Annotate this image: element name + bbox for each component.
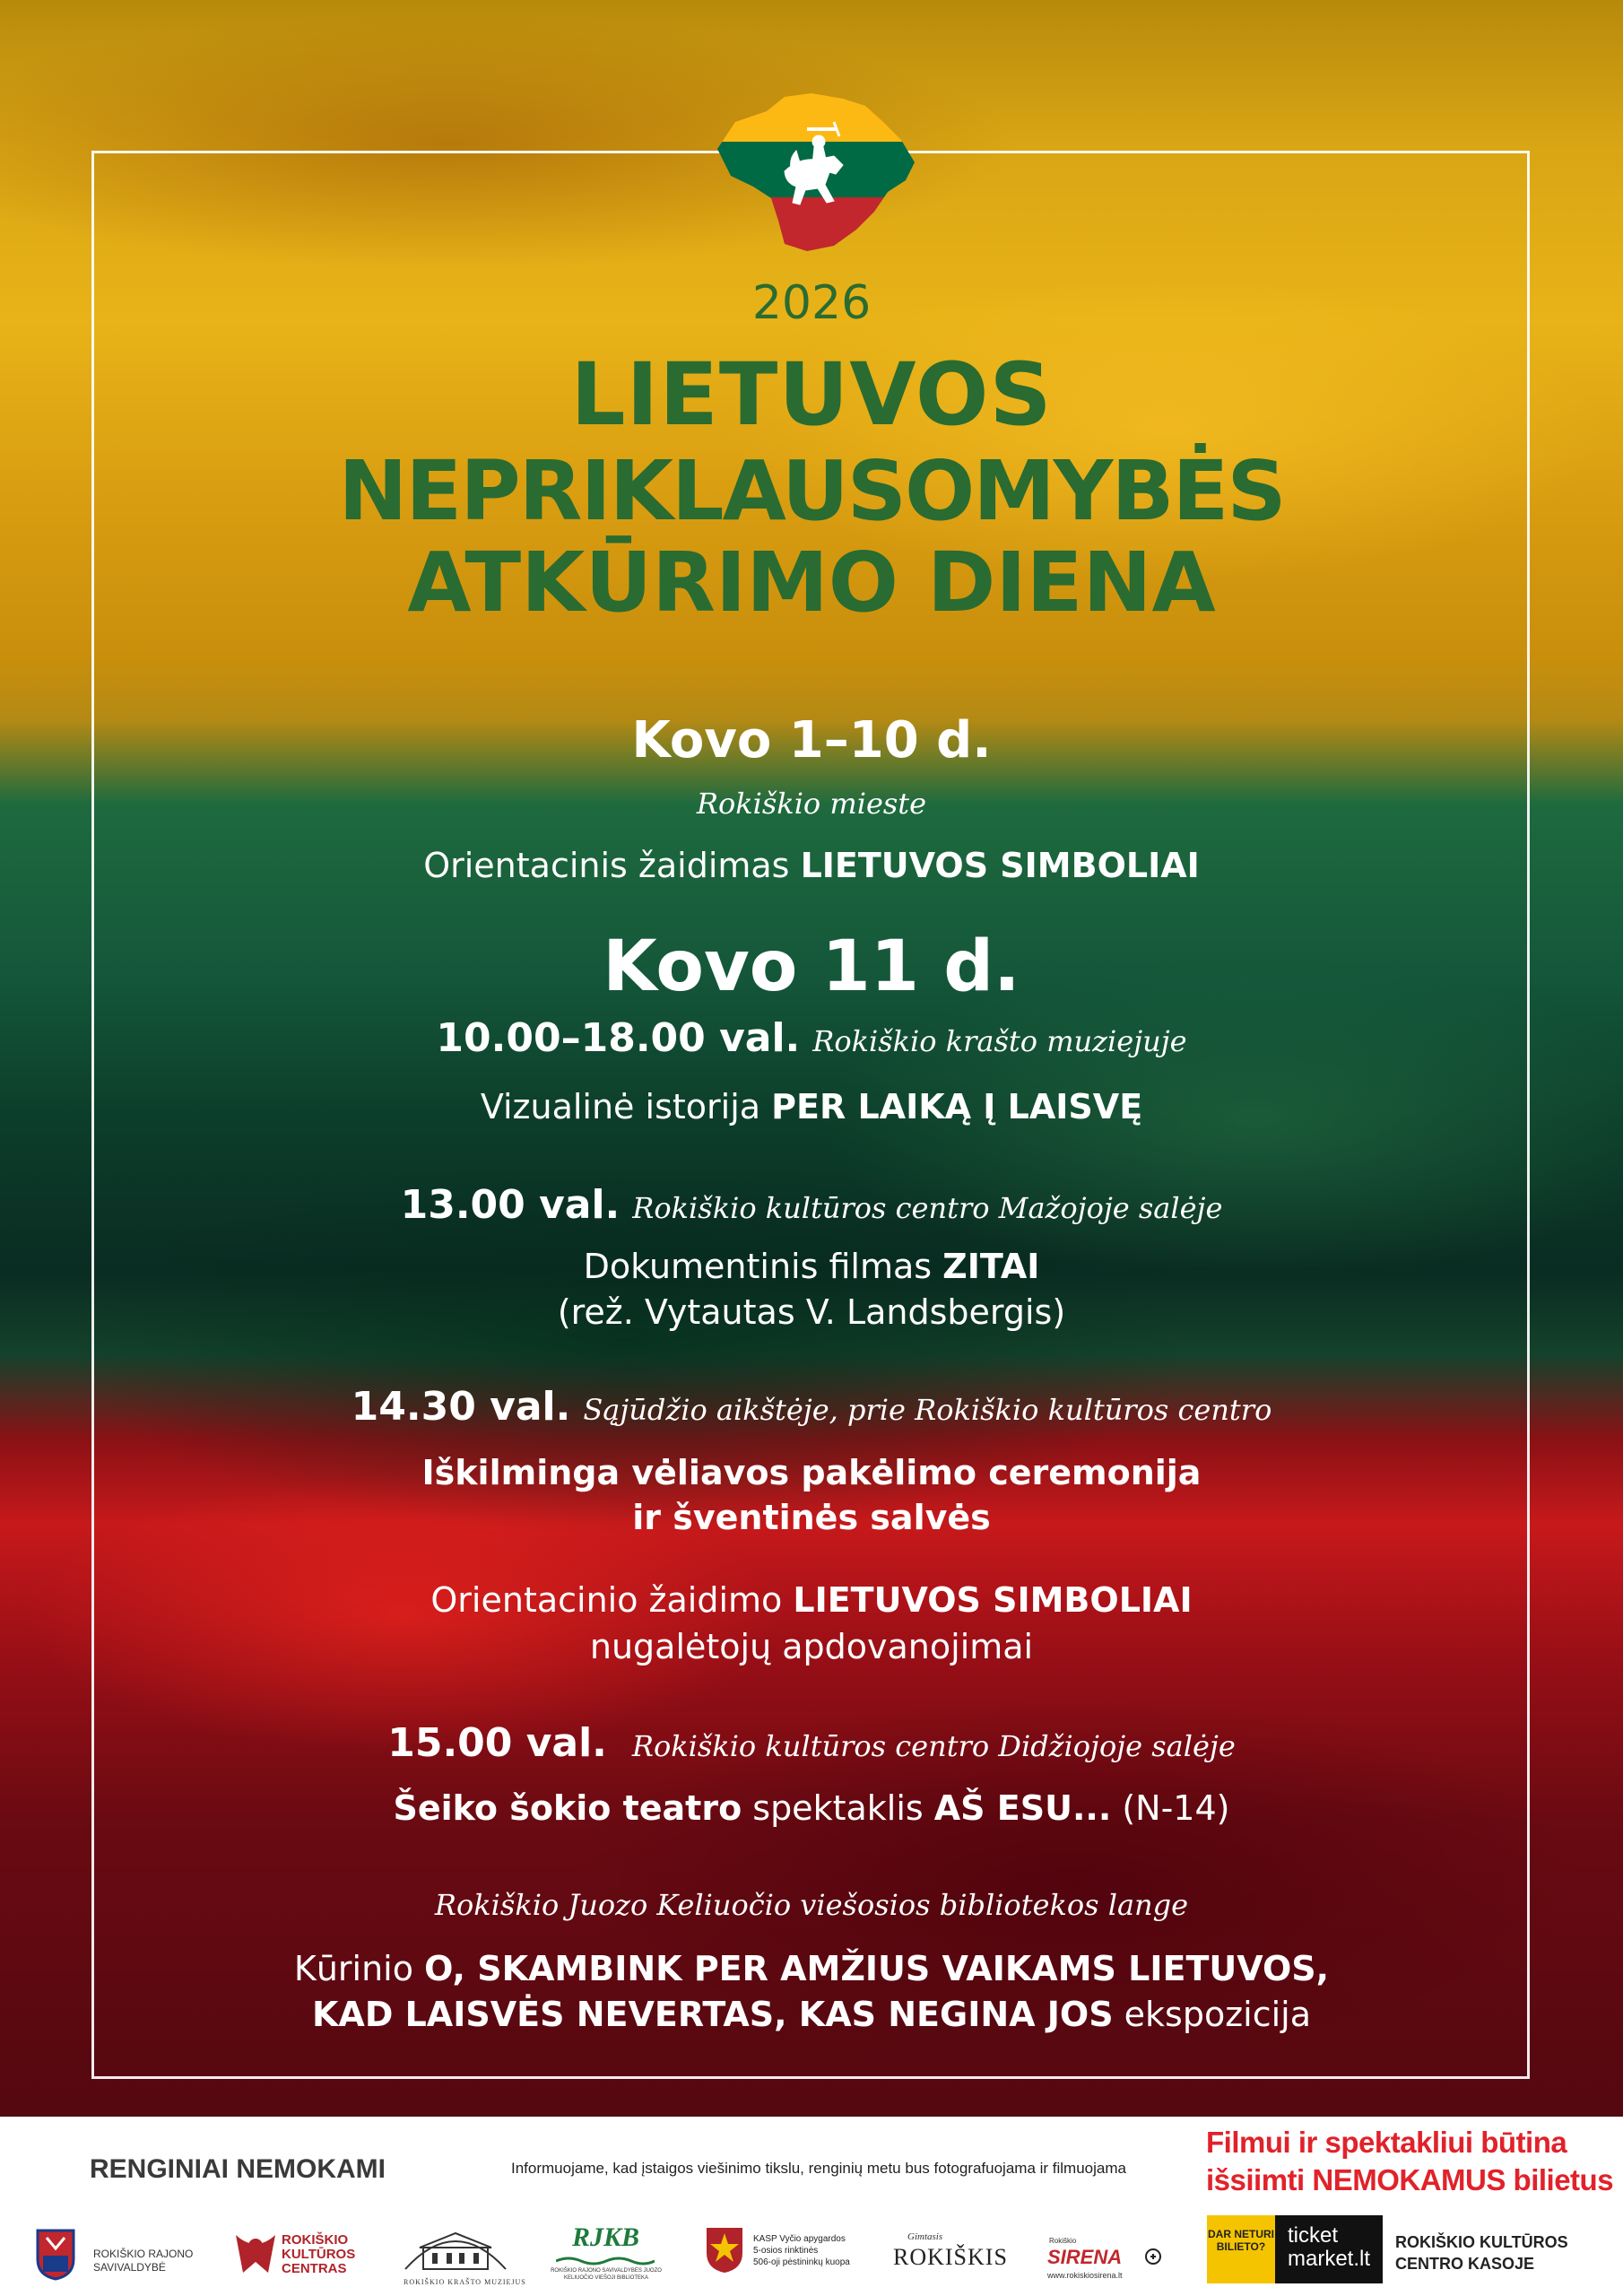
event2-time-place: 13.00 val. Rokiškio kultūros centro Mažojoje salėje [400, 1182, 1223, 1228]
ticket-badge-text: DAR NETURI BILIETO? [1208, 2228, 1274, 2253]
free-events-label: RENGINIAI NEMOKAMI [90, 2154, 386, 2184]
sirena-url: www.rokiskiosirena.lt [1047, 2271, 1123, 2280]
event4-subtitle: nugalėtojų apdovanojimai [589, 1627, 1034, 1666]
event6-place: Rokiškio Juozo Keliuočio viešosios bibliotekos lange [434, 1888, 1189, 1922]
culture-centre-logo-icon [229, 2226, 282, 2280]
section2-date: Kovo 11 d. [603, 926, 1020, 1007]
event3-title-line-2: ir šventinės salvės [632, 1498, 991, 1537]
municipality-logo-text: ROKIŠKIO RAJONO SAVIVALDYBĖ [93, 2248, 194, 2274]
event1-title: Vizualinė istorija PER LAIKĄ Į LAISVĘ [480, 1087, 1143, 1126]
ticket-badge [1207, 2215, 1275, 2283]
kasp-emblem-icon [705, 2226, 744, 2274]
event6-title-line-1: Kūrinio O, SKAMBINK PER AMŽIUS VAIKAMS LIETUVOS, [293, 1949, 1330, 1988]
event-year: 2026 [751, 276, 872, 330]
ticketmarket-logo [1275, 2215, 1383, 2283]
event2-title: Dokumentinis filmas ZITAI [583, 1247, 1040, 1286]
ticketmarket-text: ticket market.lt [1288, 2223, 1371, 2271]
title-line-1: LIETUVOS [570, 344, 1053, 445]
sirena-logo: SIRENA [1047, 2246, 1123, 2268]
museum-building-logo-icon [402, 2222, 509, 2276]
event2-director: (rež. Vytautas V. Landsbergis) [557, 1292, 1066, 1332]
library-logo-wave-icon [556, 2253, 655, 2264]
title-line-2: NEPRIKLAUSOMYBĖS [338, 443, 1285, 539]
photo-notice: Informuojame, kad įstaigos viešinimo tikslu, renginių metu bus fotografuojama ir filmuojama [511, 2160, 1126, 2177]
tickets-notice-line-2: išsiimti NEMOKAMUS bilietus [1206, 2163, 1614, 2196]
event3-title-line-1: Iškilminga vėliavos pakėlimo ceremonija [421, 1453, 1202, 1492]
box-office-text: ROKIŠKIO KULTŪROS CENTRO KASOJE [1395, 2233, 1568, 2273]
section1-place: Rokiškio mieste [696, 787, 927, 821]
kasp-logo-text: KASP Vyčio apygardos 5-osios rinktinės 506-oji pėstininkų kuopa [753, 2234, 850, 2267]
lithuania-map-vytis-emblem [699, 86, 924, 257]
event3-time-place: 14.30 val. Sąjūdžio aikštėje, prie Rokiškio kultūros centro [351, 1384, 1272, 1430]
sirena-small-text: Rokiškio [1049, 2237, 1077, 2245]
museum-logo-text: ROKIŠKIO KRAŠTO MUZIEJUS [404, 2278, 526, 2286]
library-logo-text: ROKIŠKIO RAJONO SAVIVALDYBĖS JUOZO KELIUOČIO VIEŠOJI BIBLIOTEKA [551, 2268, 662, 2281]
sirena-sound-icon [1144, 2248, 1162, 2266]
event1-time-place: 10.00–18.00 val. Rokiškio krašto muziejuje [436, 1015, 1187, 1061]
footer [0, 2117, 1623, 2296]
section1-date: Kovo 1–10 d. [631, 711, 992, 770]
library-logo-mark: RJKB [572, 2222, 640, 2252]
municipality-coat-of-arms-icon [36, 2229, 75, 2281]
rokiskis-newspaper-small: Gimtasis [907, 2231, 943, 2242]
rokiskis-newspaper-logo: ROKIŠKIS [893, 2244, 1008, 2270]
event4-title: Orientacinio žaidimo LIETUVOS SIMBOLIAI [430, 1580, 1193, 1620]
tickets-notice-line-1: Filmui ir spektakliui būtina [1206, 2126, 1567, 2159]
event5-title: Šeiko šokio teatro spektaklis AŠ ESU... (N-14) [393, 1788, 1230, 1828]
section1-event: Orientacinis žaidimas LIETUVOS SIMBOLIAI [423, 846, 1200, 885]
event6-title-line-2: KAD LAISVĖS NEVERTAS, KAS NEGINA JOS ekspozicija [311, 1995, 1312, 2034]
event5-time-place: 15.00 val. Rokiškio kultūros centro Didžiojoje salėje [387, 1720, 1236, 1766]
title-line-3: ATKŪRIMO DIENA [407, 535, 1216, 631]
culture-centre-logo-text: ROKIŠKIO KULTŪROS CENTRAS [282, 2232, 356, 2276]
